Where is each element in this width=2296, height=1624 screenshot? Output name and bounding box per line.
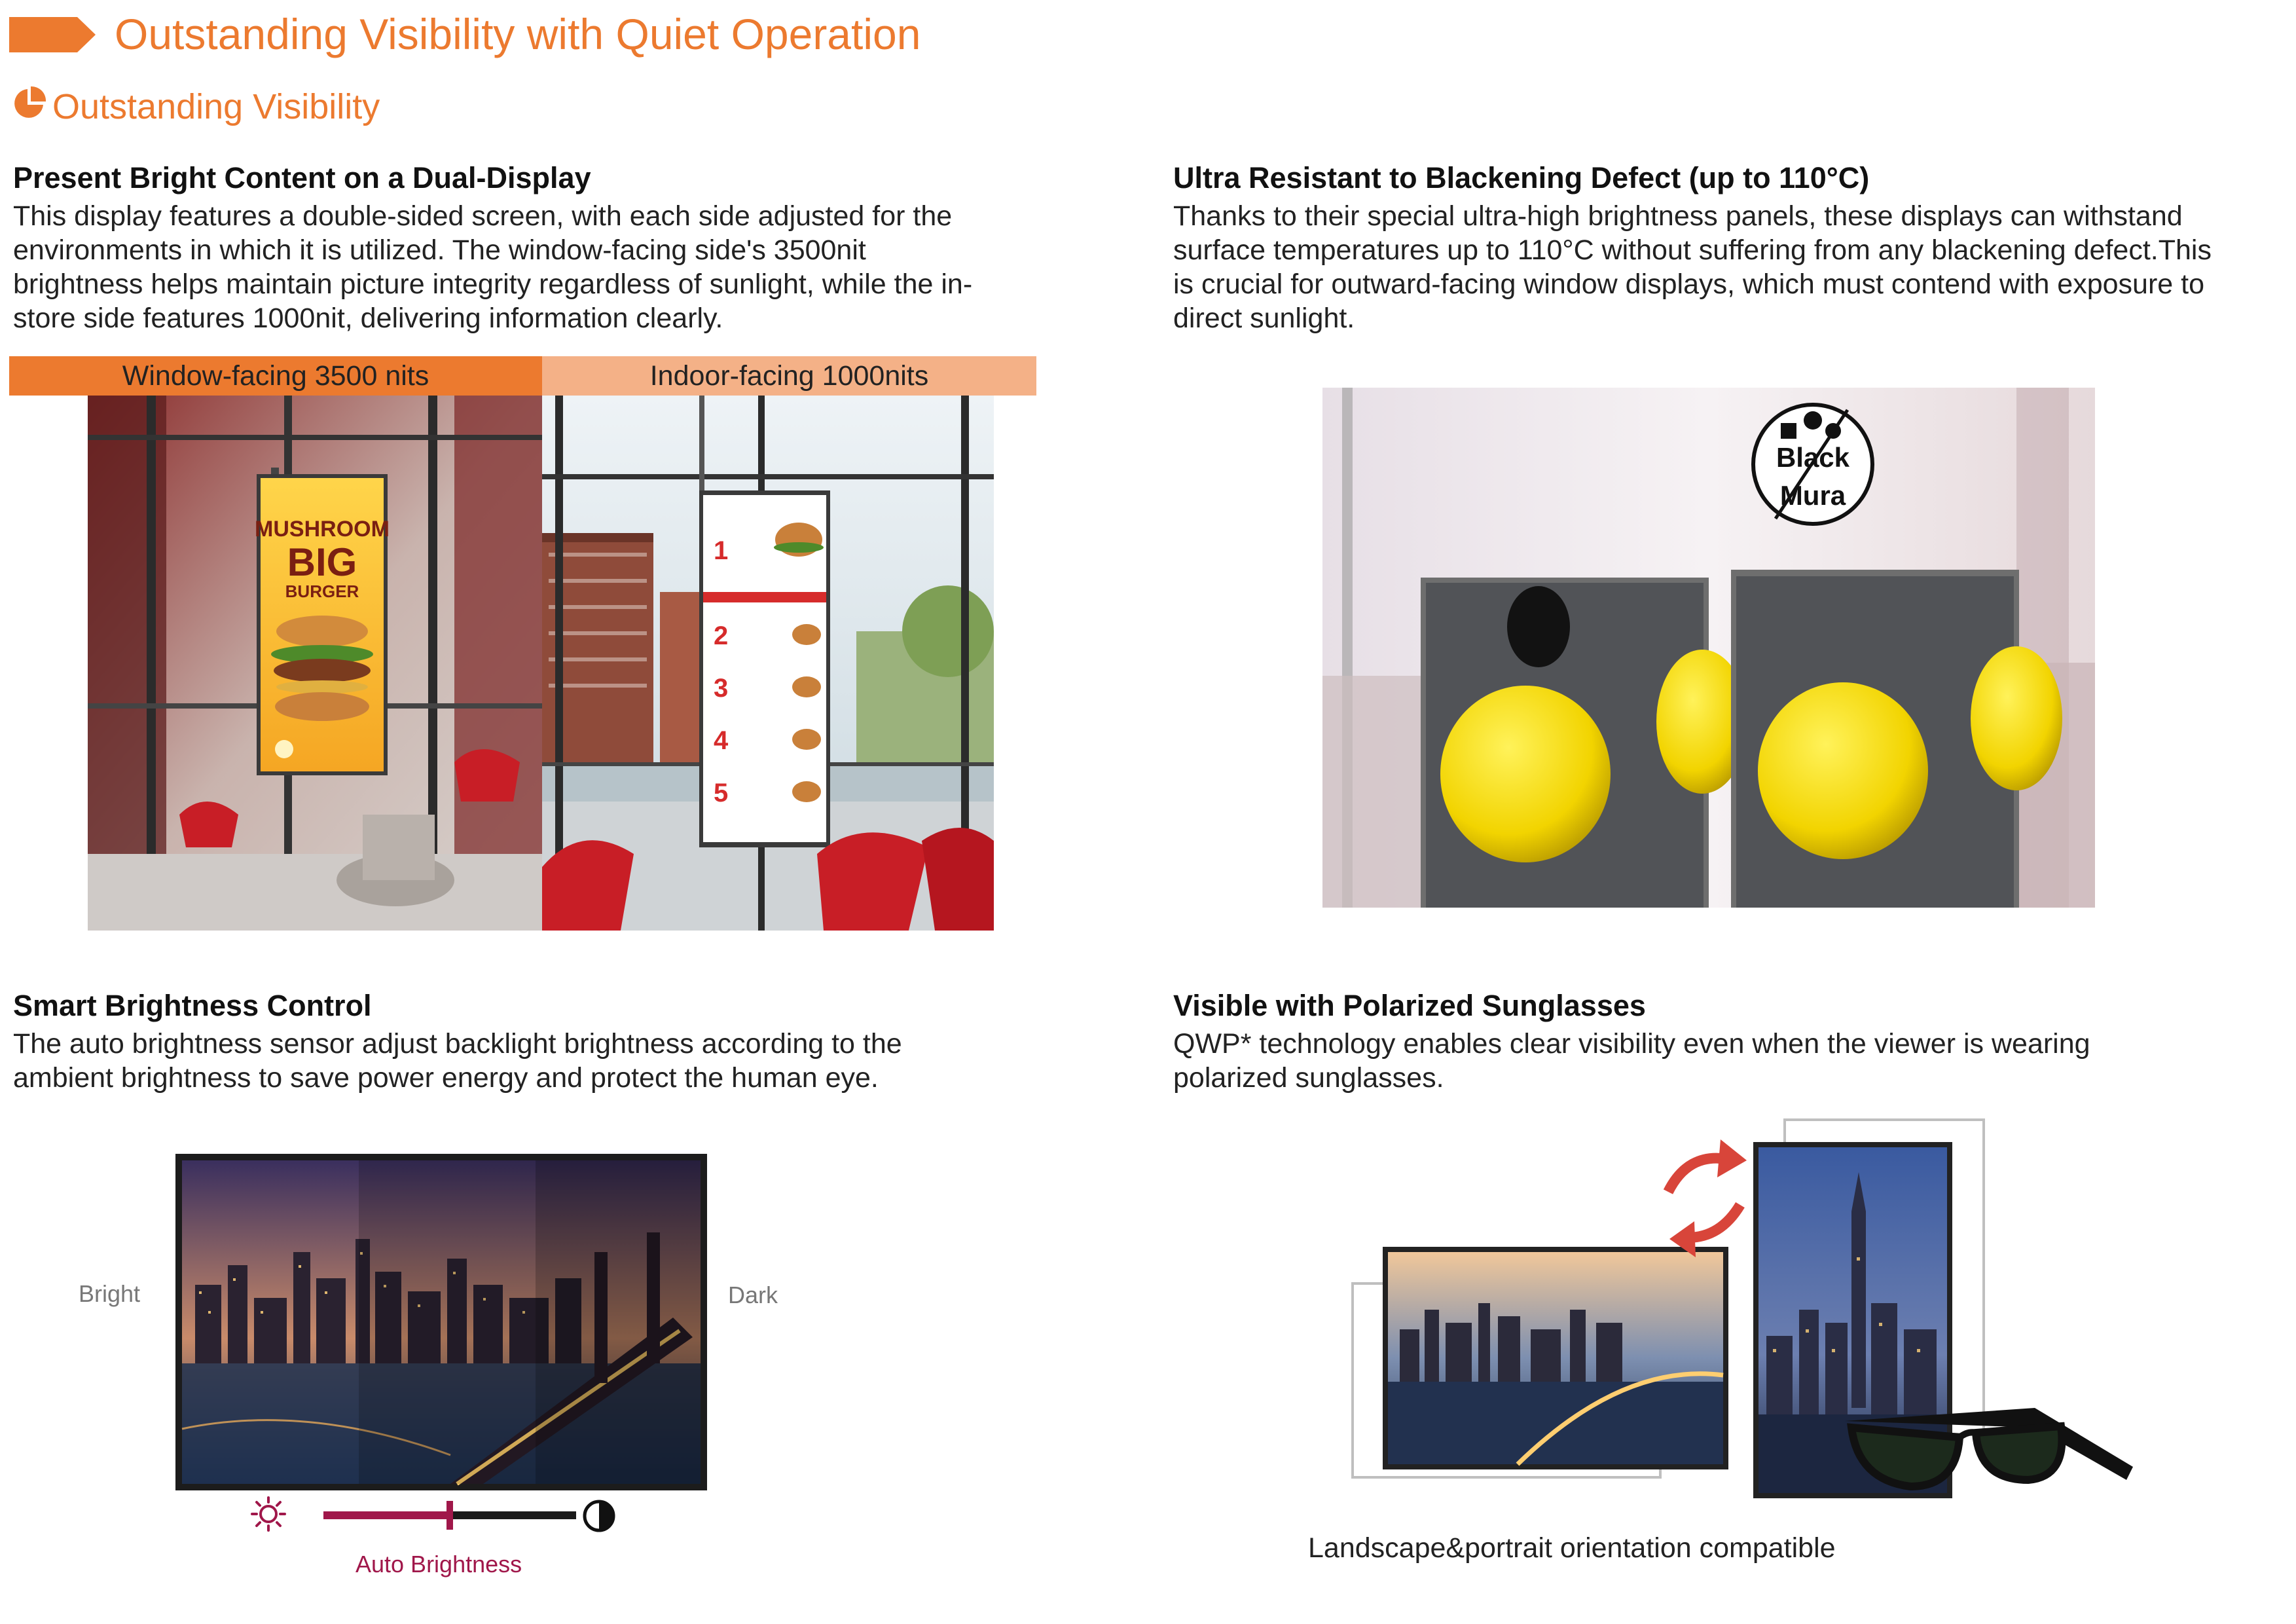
- text-line: polarized sunglasses.: [1173, 1062, 1444, 1094]
- text-line: direct sunlight.: [1173, 303, 1355, 334]
- blackening-heading: Ultra Resistant to Blackening Defect (up to 110°C): [1173, 161, 1870, 194]
- title-arrow-icon: [9, 17, 96, 52]
- blackening-illustration: [1322, 388, 2095, 908]
- polarized-heading: Visible with Polarized Sunglasses: [1173, 989, 1646, 1022]
- text-line: Thanks to their special ultra-high brightness panels, these displays can withstand: [1173, 200, 2183, 232]
- city-night-screen: [175, 1154, 707, 1490]
- brightness-slider-remainder: [450, 1511, 576, 1519]
- page-title: Outstanding Visibility with Quiet Operation: [115, 10, 921, 58]
- burger-poster: [255, 474, 390, 775]
- polarized-text: [1173, 1027, 2090, 1095]
- blackening-text: [1173, 199, 2212, 335]
- badge-line-1: Black: [1776, 442, 1850, 473]
- text-line: QWP* technology enables clear visibility even when the viewer is wearing: [1173, 1028, 2090, 1060]
- poster-line-1: MUSHROOM: [255, 517, 390, 542]
- smart-brightness-text: [13, 1027, 902, 1095]
- text-line: is crucial for outward-facing window displays, which must contend with exposure to: [1173, 268, 2205, 300]
- text-line: environments in which it is utilized. The window-facing side's 3500nit: [13, 234, 866, 266]
- window-facing-label: Window-facing 3500 nits: [9, 356, 542, 396]
- indoor-facing-label: Indoor-facing 1000nits: [542, 356, 1036, 396]
- panel-without-defect: [1731, 570, 2062, 908]
- landscape-screen: [1383, 1247, 1728, 1469]
- bright-label: Bright: [79, 1280, 141, 1307]
- text-line: This display features a double-sided screen, with each side adjusted for the: [13, 200, 953, 232]
- section-subtitle: Outstanding Visibility: [52, 87, 380, 126]
- dual-display-text: [13, 199, 972, 335]
- window-facing-photo: [88, 396, 542, 931]
- dark-label: Dark: [728, 1282, 778, 1308]
- panel-with-defect: [1421, 578, 1748, 908]
- text-line: brightness helps maintain picture integrity regardless of sunlight, while the in-: [13, 268, 973, 300]
- dual-display-heading: Present Bright Content on a Dual-Display: [13, 161, 591, 194]
- smart-brightness-heading: Smart Brightness Control: [13, 989, 372, 1022]
- sunglasses-icon: [1845, 1408, 2133, 1486]
- brightness-slider-fill: [323, 1511, 450, 1519]
- menu-number: 4: [714, 726, 729, 755]
- menu-number: 2: [714, 621, 729, 650]
- polarized-illustration: [1347, 1113, 2153, 1519]
- sun-icon: [250, 1496, 287, 1532]
- indoor-facing-illustration: [542, 396, 994, 931]
- city-night-illustration: [175, 1154, 707, 1490]
- poster-line-2: BIG: [287, 540, 357, 584]
- brightness-slider-thumb[interactable]: [446, 1501, 453, 1530]
- blackening-comparison-image: [1322, 388, 2095, 908]
- auto-brightness-label: Auto Brightness: [355, 1551, 522, 1578]
- poster-line-3: BURGER: [285, 581, 359, 601]
- badge-line-2: Mura: [1779, 480, 1846, 511]
- polarized-orientation-image: [1347, 1113, 2153, 1519]
- menu-number: 1: [714, 536, 729, 565]
- contrast-icon: [581, 1498, 617, 1534]
- indoor-facing-photo: [542, 396, 994, 931]
- window-facing-illustration: [88, 396, 542, 931]
- text-line: ambient brightness to save power energy and protect the human eye.: [13, 1062, 879, 1094]
- black-mura-badge: [1749, 401, 1876, 528]
- orientation-caption: Landscape&portrait orientation compatible: [1308, 1532, 1836, 1564]
- pie-chart-icon: [10, 85, 47, 122]
- text-line: store side features 1000nit, delivering information clearly.: [13, 303, 723, 334]
- text-line: The auto brightness sensor adjust backlight brightness according to the: [13, 1028, 902, 1060]
- menu-number: 3: [714, 674, 729, 703]
- text-line: surface temperatures up to 110°C without suffering from any blackening defect.This: [1173, 234, 2212, 266]
- brightness-slider-track[interactable]: [323, 1511, 576, 1519]
- menu-number: 5: [714, 779, 729, 807]
